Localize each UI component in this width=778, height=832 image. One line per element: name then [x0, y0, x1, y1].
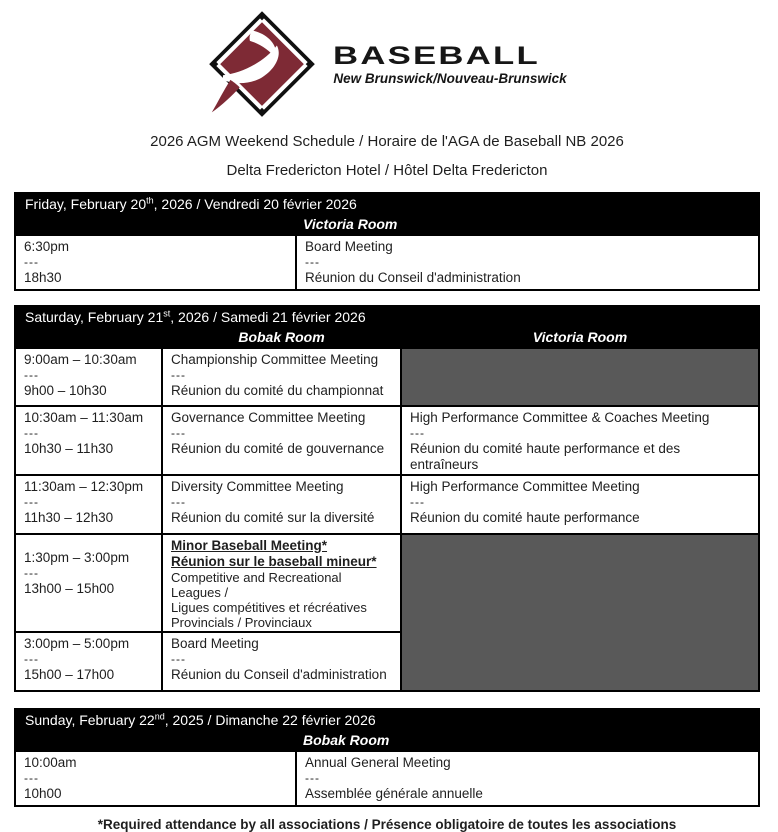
saturday-row2-victoria — [402, 407, 758, 474]
time-en: 10:00am — [24, 755, 77, 770]
friday-time-cell — [16, 236, 295, 289]
event-en: High Performance Committee Meeting — [410, 479, 640, 494]
sunday-room-bobak: Bobak Room — [297, 732, 758, 750]
time-en: 6:30pm — [24, 239, 70, 254]
saturday-row1-victoria-unavailable — [402, 349, 758, 405]
separator: --- — [24, 255, 39, 269]
baseball-nb-diamond-icon — [207, 12, 317, 118]
saturday-row1-time — [16, 349, 161, 405]
time-fr: 10h30 – 11h30 — [24, 441, 114, 456]
logo-tagline: New Brunswick/Nouveau-Brunswick — [333, 71, 567, 86]
logo-text — [333, 12, 566, 86]
separator: --- — [305, 255, 320, 269]
saturday-date-header — [16, 307, 758, 327]
time-en: 10:30am – 11:30am — [24, 410, 144, 425]
logo-brand: BASEBALL — [333, 41, 541, 70]
separator: --- — [24, 426, 39, 440]
event-fr: Réunion du comité sur la diversité — [171, 510, 375, 525]
time-fr: 18h30 — [24, 270, 62, 285]
page — [14, 0, 760, 832]
friday-date-ordinal: th — [146, 195, 154, 206]
sunday-time-cell — [16, 752, 295, 805]
saturday-date-pre: Saturday, February 21 — [25, 309, 164, 325]
friday-event-cell — [297, 236, 758, 289]
minor-baseball-title-en: Minor Baseball Meeting* — [171, 538, 328, 553]
page-subtitle: Delta Fredericton Hotel / Hôtel Delta Fredericton — [226, 162, 548, 179]
event-en: Board Meeting — [171, 636, 259, 651]
schedule-table-sunday — [14, 708, 760, 807]
time-en: 3:00pm – 5:00pm — [24, 636, 130, 651]
friday-room-victoria: Victoria Room — [297, 216, 758, 234]
saturday-date-ordinal: st — [163, 308, 171, 319]
separator: --- — [171, 495, 186, 509]
saturday-room-bobak: Bobak Room — [163, 329, 400, 347]
saturday-row4-5-victoria-unavailable — [402, 535, 758, 690]
sunday-date-header — [16, 710, 758, 730]
event-fr: Assemblée générale annuelle — [305, 786, 483, 801]
event-fr: Réunion du Conseil d'administration — [305, 270, 521, 285]
event-en: Board Meeting — [305, 239, 393, 254]
separator: --- — [24, 368, 39, 382]
saturday-row3-bobak — [163, 476, 400, 533]
event-en: Annual General Meeting — [305, 755, 451, 770]
event-en: Governance Committee Meeting — [171, 410, 366, 425]
saturday-row5-time — [16, 633, 161, 690]
time-en: 9:00am – 10:30am — [24, 352, 137, 367]
friday-date-pre: Friday, February 20 — [25, 196, 147, 212]
time-fr: 10h00 — [24, 786, 62, 801]
separator: --- — [24, 566, 39, 580]
saturday-room-spacer — [16, 329, 161, 347]
separator: --- — [410, 426, 425, 440]
saturday-date-post: , 2026 / Samedi 21 février 2026 — [170, 309, 366, 325]
page-title: 2026 AGM Weekend Schedule / Horaire de l'AGA de Baseball NB 2026 — [150, 133, 624, 150]
minor-baseball-desc-line: Competitive and Recreational Leagues / — [171, 570, 342, 600]
sunday-date-post: , 2025 / Dimanche 22 février 2026 — [164, 712, 376, 728]
event-en: High Performance Committee & Coaches Meeting — [410, 410, 710, 425]
saturday-row1-bobak — [163, 349, 400, 405]
saturday-row2-time — [16, 407, 161, 474]
time-en: 1:30pm – 3:00pm — [24, 550, 130, 565]
minor-baseball-desc-line: Ligues compétitives et récréatives — [171, 600, 367, 615]
separator: --- — [171, 368, 186, 382]
sunday-date-ordinal: nd — [154, 711, 165, 722]
schedule-table-saturday — [14, 305, 760, 692]
event-fr: Réunion du Conseil d'administration — [171, 667, 387, 682]
separator: --- — [410, 495, 425, 509]
separator: --- — [24, 652, 39, 666]
friday-room-spacer — [16, 216, 295, 234]
saturday-row5-bobak — [163, 633, 400, 690]
time-fr: 13h00 – 15h00 — [24, 581, 115, 596]
time-fr: 15h00 – 17h00 — [24, 667, 115, 682]
saturday-row3-time — [16, 476, 161, 533]
schedule-table-friday — [14, 192, 760, 291]
friday-date-header — [16, 194, 758, 214]
logo — [14, 0, 760, 118]
event-fr: Réunion du comité haute performance — [410, 510, 640, 525]
saturday-row2-bobak — [163, 407, 400, 474]
event-en: Championship Committee Meeting — [171, 352, 379, 367]
minor-baseball-desc-line: Provincials / Provinciaux — [171, 615, 312, 630]
friday-date-post: , 2026 / Vendredi 20 février 2026 — [153, 196, 357, 212]
event-en: Diversity Committee Meeting — [171, 479, 344, 494]
saturday-row4-bobak-minor-baseball — [163, 535, 400, 631]
event-fr: Réunion du comité haute performance et des entraîneurs — [410, 441, 681, 472]
saturday-row4-time — [16, 535, 161, 631]
separator: --- — [305, 771, 320, 785]
separator: --- — [171, 426, 186, 440]
saturday-row3-victoria — [402, 476, 758, 533]
minor-baseball-title-fr: Réunion sur le baseball mineur* — [171, 554, 377, 569]
separator: --- — [171, 652, 186, 666]
required-attendance-note: *Required attendance by all associations / Présence obligatoire de toutes les associations — [97, 817, 677, 832]
separator: --- — [24, 771, 39, 785]
event-fr: Réunion du comité de gouvernance — [171, 441, 385, 456]
sunday-date-pre: Sunday, February 22 — [25, 712, 155, 728]
time-en: 11:30am – 12:30pm — [24, 479, 144, 494]
sunday-event-cell — [297, 752, 758, 805]
sunday-room-spacer — [16, 732, 295, 750]
separator: --- — [24, 495, 39, 509]
time-fr: 11h30 – 12h30 — [24, 510, 114, 525]
time-fr: 9h00 – 10h30 — [24, 383, 107, 398]
saturday-room-victoria: Victoria Room — [402, 329, 758, 347]
event-fr: Réunion du comité du championnat — [171, 383, 384, 398]
